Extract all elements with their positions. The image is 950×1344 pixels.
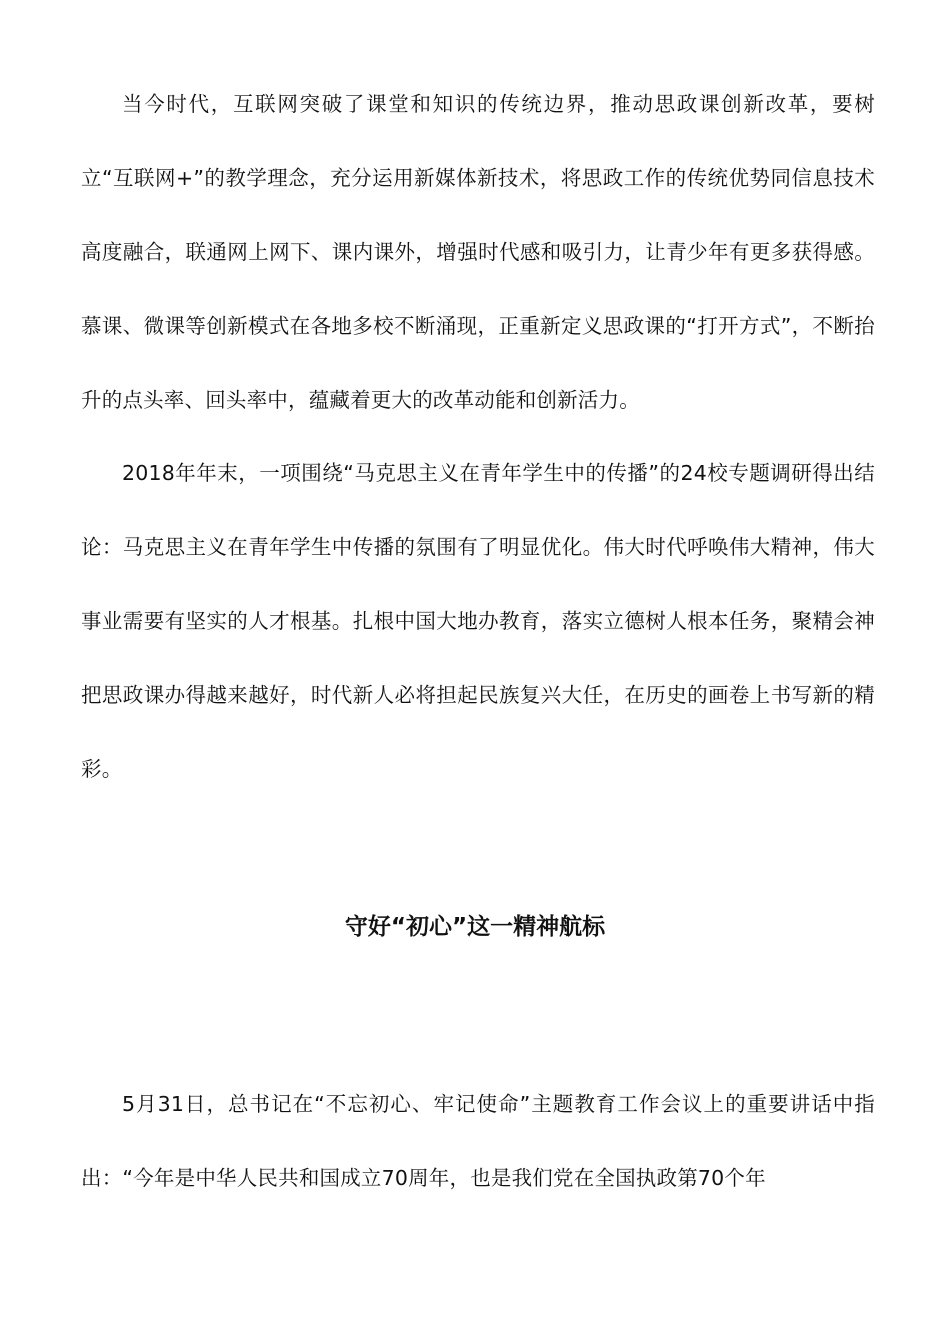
body-paragraph: 5月31日，总书记在“不忘初心、牢记使命”主题教育工作会议上的重要讲话中指出：“今年是中华人民共和国成立70周年，也是我们党在全国执政第70个年 xyxy=(81,1092,875,1190)
body-paragraph: 2018年年末，一项围绕“马克思主义在青年学生中的传播”的24校专题调研得出结论：马克思主义在青年学生中传播的氛围有了明显优化。伟大时代呼唤伟大精神，伟大事业需要有坚实的人才根基。扎根中国大地办教育，落实立德树人根本任务，聚精会神把思政课办得越来越好，时代新人必将担起民族复兴大任，在历史的画卷上书写新的精彩。 xyxy=(81,461,875,781)
section-heading: 守好“初心”这一精神航标 xyxy=(344,914,606,940)
body-paragraph: 当今时代，互联网突破了课堂和知识的传统边界，推动思政课创新改革，要树立“互联网+”的教学理念，充分运用新媒体新技术，将思政工作的传统优势同信息技术高度融合，联通网上网下、课内课外，增强时代感和吸引力，让青少年有更多获得感。慕课、微课等创新模式在各地多校不断涌现，正重新定义思政课的“打开方式”，不断抬升的点头率、回头率中，蕴藏着更大的改革动能和创新活力。 xyxy=(81,92,875,412)
